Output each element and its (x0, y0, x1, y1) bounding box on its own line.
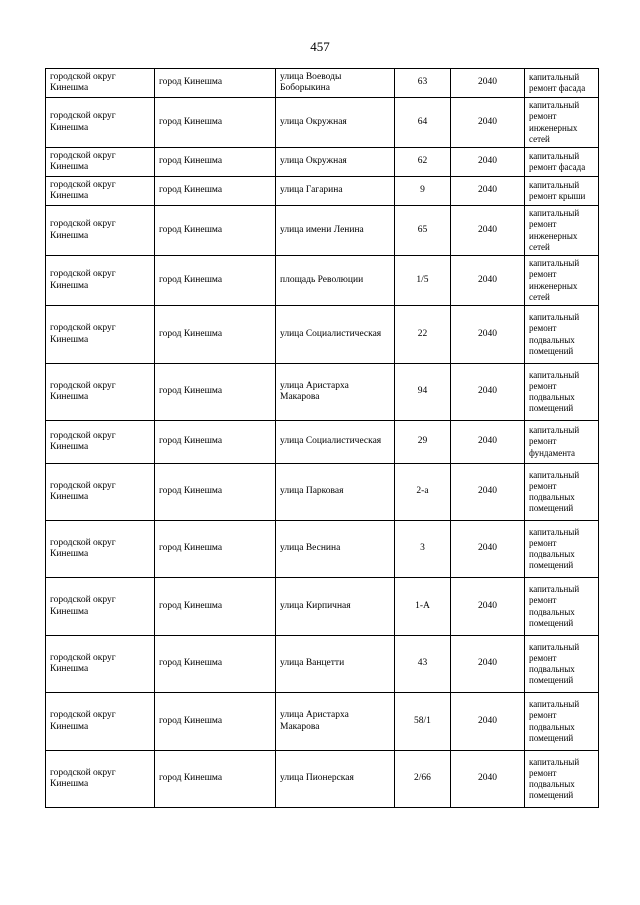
year-cell: 2040 (451, 364, 525, 421)
house-number-cell: 2-а (395, 464, 451, 521)
municipality-cell: городской округ Кинешма (46, 521, 155, 578)
municipality-cell: городской округ Кинешма (46, 256, 155, 306)
municipality-cell: городской округ Кинешма (46, 578, 155, 636)
year-cell: 2040 (451, 421, 525, 464)
work-type-cell: капитальный ремонт подвальных помещений (525, 521, 599, 578)
work-type-cell: капитальный ремонт подвальных помещений (525, 306, 599, 364)
house-number-cell: 62 (395, 148, 451, 177)
street-cell: улица Веснина (276, 521, 395, 578)
street-cell: улица Аристарха Макарова (276, 693, 395, 751)
locality-cell: город Кинешма (155, 69, 276, 98)
street-cell: улица Пионерская (276, 751, 395, 808)
table-row (46, 69, 599, 98)
street-cell: улица Социалистическая (276, 421, 395, 464)
locality-cell: город Кинешма (155, 148, 276, 177)
municipality-cell: городской округ Кинешма (46, 98, 155, 148)
year-cell: 2040 (451, 206, 525, 256)
house-number-cell: 1/5 (395, 256, 451, 306)
house-number-cell: 2/66 (395, 751, 451, 808)
locality-cell: город Кинешма (155, 464, 276, 521)
work-type-cell: капитальный ремонт подвальных помещений (525, 464, 599, 521)
municipality-cell: городской округ Кинешма (46, 421, 155, 464)
locality-cell: город Кинешма (155, 98, 276, 148)
page-number: 457 (310, 39, 330, 54)
table-row (46, 148, 599, 177)
year-cell: 2040 (451, 177, 525, 206)
house-number-cell: 9 (395, 177, 451, 206)
municipality-cell: городской округ Кинешма (46, 464, 155, 521)
house-number-cell: 43 (395, 636, 451, 693)
table-row (46, 421, 599, 464)
house-number-cell: 3 (395, 521, 451, 578)
table-row (46, 98, 599, 148)
table-body (46, 69, 599, 808)
street-cell: улица Кирпичная (276, 578, 395, 636)
municipality-cell: городской округ Кинешма (46, 306, 155, 364)
municipality-cell: городской округ Кинешма (46, 206, 155, 256)
work-type-cell: капитальный ремонт подвальных помещений (525, 693, 599, 751)
house-number-cell: 65 (395, 206, 451, 256)
repair-schedule-table (45, 68, 599, 808)
year-cell: 2040 (451, 464, 525, 521)
year-cell: 2040 (451, 256, 525, 306)
year-cell: 2040 (451, 306, 525, 364)
street-cell: улица Окружная (276, 148, 395, 177)
work-type-cell: капитальный ремонт фундамента (525, 421, 599, 464)
municipality-cell: городской округ Кинешма (46, 636, 155, 693)
work-type-cell: капитальный ремонт подвальных помещений (525, 364, 599, 421)
locality-cell: город Кинешма (155, 636, 276, 693)
municipality-cell: городской округ Кинешма (46, 69, 155, 98)
locality-cell: город Кинешма (155, 364, 276, 421)
year-cell: 2040 (451, 148, 525, 177)
street-cell: улица Аристарха Макарова (276, 364, 395, 421)
house-number-cell: 94 (395, 364, 451, 421)
year-cell: 2040 (451, 693, 525, 751)
year-cell: 2040 (451, 98, 525, 148)
table-row (46, 578, 599, 636)
work-type-cell: капитальный ремонт инженерных сетей (525, 256, 599, 306)
work-type-cell: капитальный ремонт фасада (525, 69, 599, 98)
table-row (46, 177, 599, 206)
municipality-cell: городской округ Кинешма (46, 693, 155, 751)
street-cell: улица Окружная (276, 98, 395, 148)
street-cell: улица имени Ленина (276, 206, 395, 256)
street-cell: улица Воеводы Боборыкина (276, 69, 395, 98)
locality-cell: город Кинешма (155, 177, 276, 206)
table-row (46, 693, 599, 751)
table-row (46, 206, 599, 256)
table-row (46, 636, 599, 693)
table-row (46, 306, 599, 364)
street-cell: улица Парковая (276, 464, 395, 521)
work-type-cell: капитальный ремонт подвальных помещений (525, 578, 599, 636)
work-type-cell: капитальный ремонт подвальных помещений (525, 636, 599, 693)
locality-cell: город Кинешма (155, 693, 276, 751)
locality-cell: город Кинешма (155, 256, 276, 306)
work-type-cell: капитальный ремонт инженерных сетей (525, 206, 599, 256)
municipality-cell: городской округ Кинешма (46, 364, 155, 421)
locality-cell: город Кинешма (155, 421, 276, 464)
municipality-cell: городской округ Кинешма (46, 148, 155, 177)
municipality-cell: городской округ Кинешма (46, 751, 155, 808)
table-row (46, 521, 599, 578)
work-type-cell: капитальный ремонт крыши (525, 177, 599, 206)
house-number-cell: 58/1 (395, 693, 451, 751)
year-cell: 2040 (451, 69, 525, 98)
house-number-cell: 29 (395, 421, 451, 464)
street-cell: улица Гагарина (276, 177, 395, 206)
street-cell: улица Ванцетти (276, 636, 395, 693)
locality-cell: город Кинешма (155, 521, 276, 578)
house-number-cell: 63 (395, 69, 451, 98)
house-number-cell: 22 (395, 306, 451, 364)
work-type-cell: капитальный ремонт инженерных сетей (525, 98, 599, 148)
year-cell: 2040 (451, 636, 525, 693)
locality-cell: город Кинешма (155, 578, 276, 636)
municipality-cell: городской округ Кинешма (46, 177, 155, 206)
year-cell: 2040 (451, 521, 525, 578)
year-cell: 2040 (451, 751, 525, 808)
house-number-cell: 1-А (395, 578, 451, 636)
locality-cell: город Кинешма (155, 306, 276, 364)
year-cell: 2040 (451, 578, 525, 636)
house-number-cell: 64 (395, 98, 451, 148)
street-cell: улица Социалистическая (276, 306, 395, 364)
work-type-cell: капитальный ремонт фасада (525, 148, 599, 177)
table-row (46, 256, 599, 306)
locality-cell: город Кинешма (155, 751, 276, 808)
work-type-cell: капитальный ремонт подвальных помещений (525, 751, 599, 808)
table-row (46, 751, 599, 808)
table-row (46, 364, 599, 421)
street-cell: площадь Революции (276, 256, 395, 306)
locality-cell: город Кинешма (155, 206, 276, 256)
table-row (46, 464, 599, 521)
